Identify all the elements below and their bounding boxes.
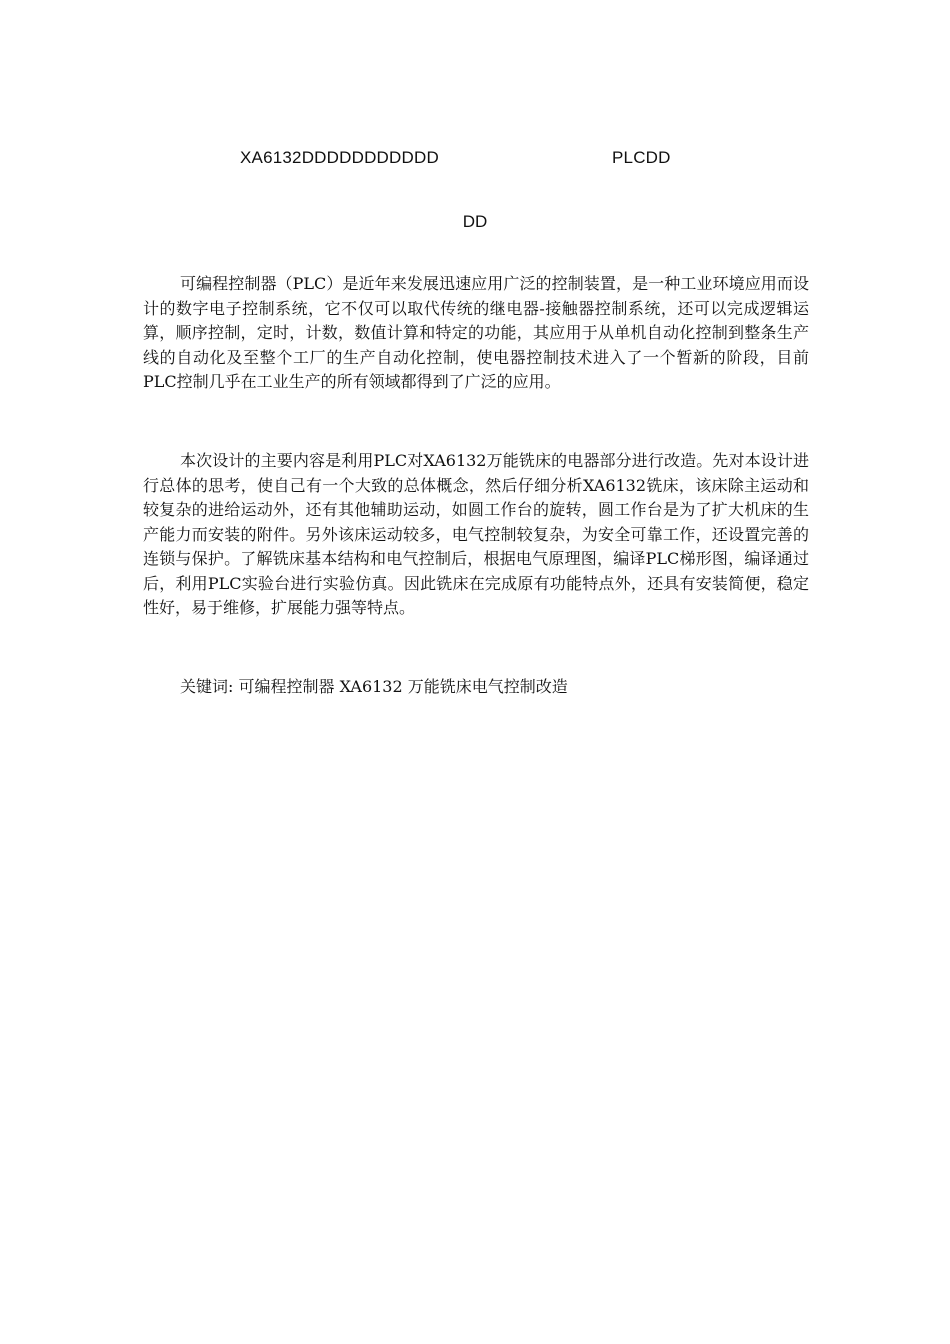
keywords-line: 关键词: 可编程控制器 XA6132 万能铣床电气控制改造 <box>180 677 568 696</box>
title-right-text: PLCDD <box>612 148 671 167</box>
document-subtitle: DD <box>462 212 488 231</box>
title-left-text: XA6132DDDDDDDDDDD <box>240 148 439 167</box>
document-title <box>0 148 950 172</box>
abstract-paragraph-1: 可编程控制器（PLC）是近年来发展迅速应用广泛的控制装置，是一种工业环境应用而设计的数字电子控制系统，它不仅可以取代传统的继电器-接触器控制系统，还可以完成逻辑运算，顺序控制，定时，计数，数值计算和特定的功能，其应用于从单机自动化控制到整条生产线的自动化及至整个工厂的生产自动化控制，使电器控制技术进入了一个暂新的阶段，目前PLC控制几乎在工业生产的所有领域都得到了广泛的应用。 <box>143 274 809 391</box>
abstract-paragraph-2: 本次设计的主要内容是利用PLC对XA6132万能铣床的电器部分进行改造。先对本设计进行总体的思考，使自己有一个大致的总体概念，然后仔细分析XA6132铣床，该床除主运动和较复杂的进给运动外，还有其他辅助运动，如圆工作台的旋转，圆工作台是为了扩大机床的生产能力而安装的附件。另外该床运动较多，电气控制较复杂，为安全可靠工作，还设置完善的连锁与保护。了解铣床基本结构和电气控制后，根据电气原理图，编译PLC梯形图，编译通过后，利用PLC实验台进行实验仿真。因此铣床在完成原有功能特点外，还具有安装简便，稳定性好，易于维修，扩展能力强等特点。 <box>143 451 809 617</box>
